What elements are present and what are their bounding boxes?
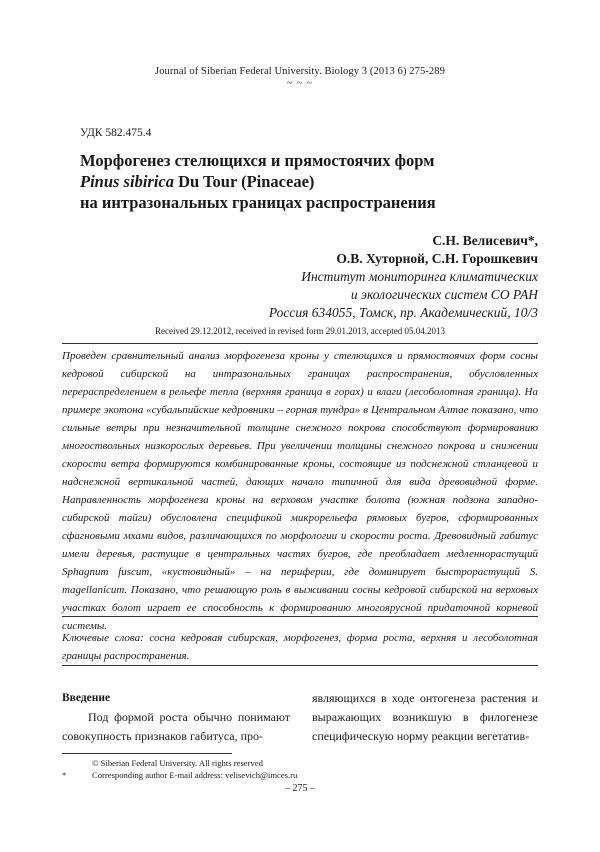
title-line-1: Морфогенез стелющихся и прямостоячих форм — [80, 151, 435, 170]
keywords: Ключевые слова: сосна кедровая сибирская, морфогенез, форма роста, верхняя и лесоболотная границы распространения. — [62, 632, 538, 662]
intro-right-column — [312, 689, 538, 746]
title-line-3: на интразональных границах распространения — [80, 193, 436, 212]
section-heading: Введение — [62, 692, 111, 704]
journal-header: Journal of Siberian Federal University. Biology 3 (2013 6) 275-289 — [155, 66, 445, 77]
author-line-2: О.В. Хуторной, С.Н. Горошкевич — [336, 251, 538, 266]
intro-paragraph-right: являющихся в ходе онтогенеза растения и выражающих возникшую в филогенезе специфическую норму реакции вегетатив- — [312, 691, 538, 743]
copyright-footnote: © Siberian Federal University. All rights reserved — [92, 758, 263, 768]
abstract: Проведен сравнительный анализ морфогенеза кроны у стелющихся и прямостоячих форм сосны кедровой сибирской на интразональных границах распространения, обусловленных перераспределением в рельефе тепла (верхняя граница в горах) и влаги (лесоболотная граница). На примере экотона «субальпийские кедровники – горная тундра» в Центральном Алтае показано, что сильные ветры при незначительной толщине снежного покрова способствуют формированию многоствольных низкорослых деревьев. При увеличении толщины снежного покрова и снижении скорости ветра формируются комбинированные кроны, состоящие из подснежной стланцевой и надснежной вертикальной частей, дающих начало типичной для вида древовидной форме. Направленность морфогенеза кроны на верховом участке болота (южная подзона западно-сибирской тайги) обусловлена спецификой микрорельефа рямовых бугров, сформированных сфагновыми мхами видов, различающихся по морфологии и скорости роста. Древовидный габитус имели деревья, растущие в центральных частях бугров, где преобладает медленнорастущий Sphagnum fuscum, «кустовидный» – на периферии, где доминирует быстрорастущий S. magellanicum. Показано, что решающую роль в выживании сосны кедровой сибирской на верховых участках болот играет ее способность к формированию многоярусной придаточной корневой системы. — [62, 350, 538, 632]
species-author: Du Tour (Pinaceae) — [173, 172, 315, 191]
udk-code: УДК 582.475.4 — [80, 127, 152, 139]
footnote-star: * — [62, 770, 67, 780]
page-number: – 275 – — [285, 783, 315, 794]
article-title — [80, 150, 550, 213]
affiliation-line-2: и экологических систем СО РАН — [350, 287, 538, 302]
intro-left-column — [62, 689, 290, 746]
abstract-top-rule — [62, 343, 538, 344]
title-line-2 — [80, 171, 550, 192]
footnotes — [62, 757, 297, 781]
corresponding-author-footnote: * Corresponding author E-mail address: velisevich@imces.ru — [62, 770, 298, 780]
affiliation-line-3: Россия 634055, Томск, пр. Академический, 10/3 — [268, 305, 538, 320]
abstract-bottom-rule — [62, 616, 538, 617]
keywords-bottom-rule — [62, 665, 538, 666]
author-line-1: С.Н. Велисевич*, — [432, 233, 538, 248]
intro-paragraph-left: Под формой роста обычно понимают совокупность признаков габитуса, про- — [62, 710, 290, 743]
author-block — [269, 232, 538, 322]
received-dates: Received 29.12.2012, received in revised form 29.01.2013, accepted 05.04.2013 — [155, 326, 445, 336]
header-ornament: ~ ~ ~ — [286, 78, 314, 89]
footnote-rule — [62, 753, 232, 754]
affiliation-line-1: Институт мониторинга климатических — [301, 269, 538, 284]
species-name: Pinus sibirica — [80, 172, 174, 191]
